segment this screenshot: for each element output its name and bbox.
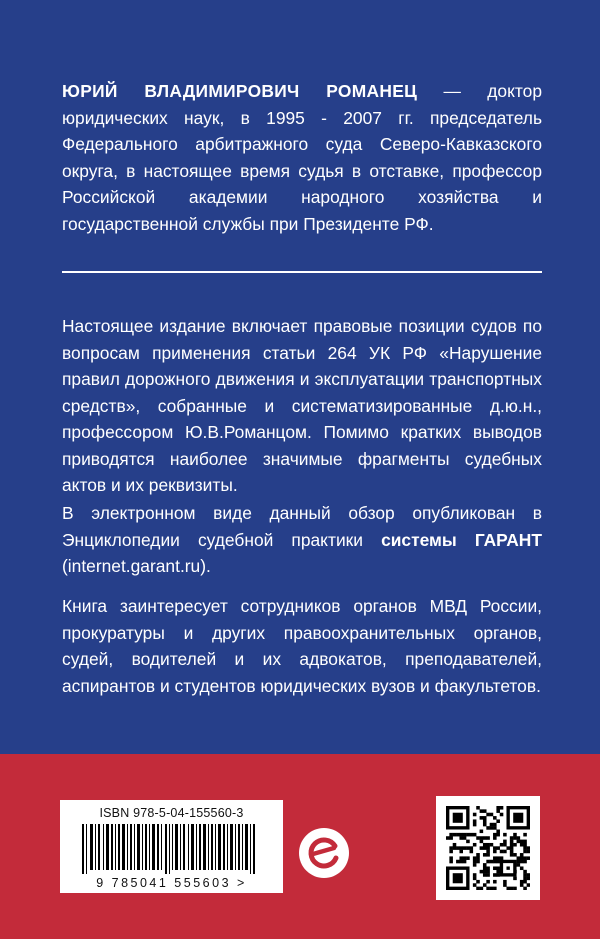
author-name: ЮРИЙ ВЛАДИМИРОВИЧ РОМАНЕЦ (62, 81, 418, 101)
garant-system-label: системы ГАРАНТ (381, 529, 542, 550)
eksmo-e-logo-icon (297, 826, 351, 880)
description-paragraph-1: Настоящее издание включает правовые позиции судов по вопросам применения статьи 264 УК РФ «Нарушение правил дорожного движения и эксплуатации транспортных средств», собранные и систематизированные д.ю.н., профессором Ю.В.Романцом. Помимо кратких выводов приводятся наиболее значимые фрагменты судебных актов и их реквизиты. (62, 316, 542, 495)
divider-line (62, 271, 542, 273)
garant-url: (internet.garant.ru). (62, 556, 211, 576)
barcode-digits: 9 785041 555603 > (96, 876, 247, 890)
isbn-text: ISBN 978-5-04-155560-3 (99, 806, 244, 820)
qr-code-icon (446, 806, 530, 890)
author-bio (62, 78, 542, 237)
description-paragraph-3: Книга заинтересует сотрудников органов МВД России, прокуратуры и других правоохранительных органов, судей, водителей и их адвокатов, преподавателей, аспирантов и студентов юридических вузов и факультетов. (62, 596, 542, 696)
barcode-box (60, 800, 283, 893)
description-paragraph-2 (62, 500, 542, 580)
qr-code-box (436, 796, 540, 900)
author-bio-text: — доктор юридических наук, в 1995 - 2007 гг. председатель Федерального арбитражного суда Северо-Кавказского округа, в настоящее время судья в отставке, профессор Российской академии народного хозяйства и государственной службы при Президенте РФ. (62, 81, 542, 234)
barcode-bars (82, 824, 262, 874)
p2-text: В электронном виде данный обзор опубликован в Энциклопедии судебной практики (62, 503, 542, 550)
